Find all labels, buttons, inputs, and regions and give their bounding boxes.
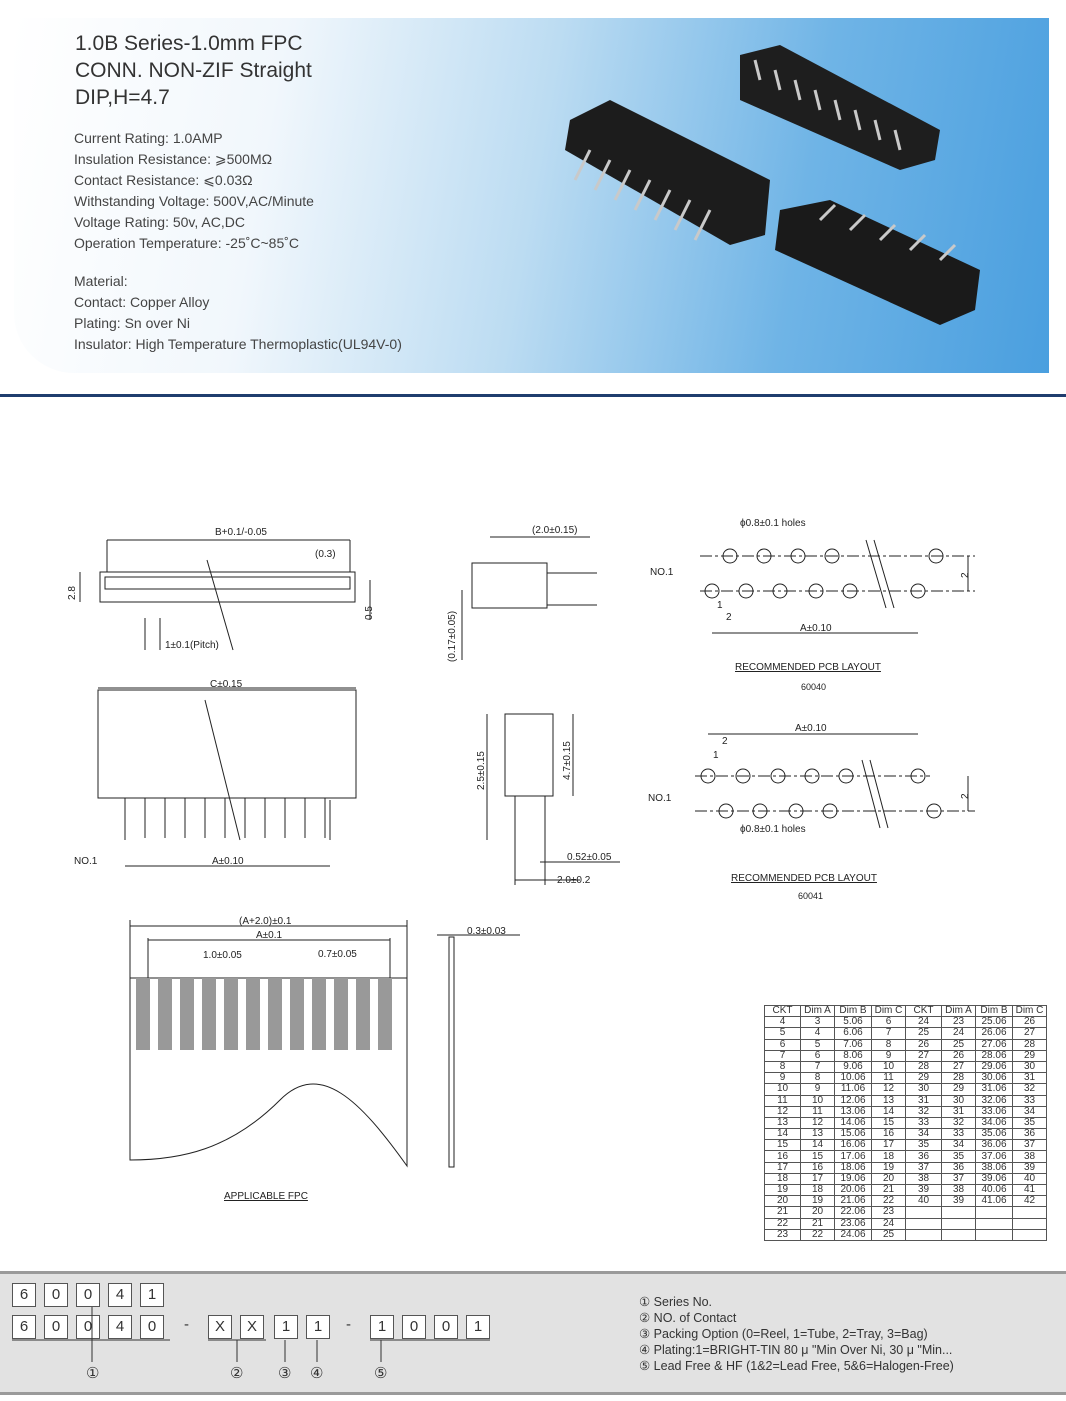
part-number-digit: X xyxy=(208,1315,232,1339)
table-cell: 24 xyxy=(872,1218,906,1229)
fpc-dim-0-3: 0.3±0.03 xyxy=(467,926,506,937)
table-cell: 20.06 xyxy=(835,1185,872,1196)
title-line: DIP,H=4.7 xyxy=(75,86,170,109)
table-cell: 23.06 xyxy=(835,1218,872,1229)
table-cell: 13 xyxy=(765,1117,801,1128)
material-item: Insulator: High Temperature Thermoplastic(UL94V-0) xyxy=(74,336,402,352)
table-cell: 11 xyxy=(872,1073,906,1084)
table-cell: 25 xyxy=(942,1039,976,1050)
table-cell: 37.06 xyxy=(976,1151,1013,1162)
part-number-digit: 0 xyxy=(76,1283,100,1307)
dim-a: A±0.10 xyxy=(212,856,244,867)
table-cell: 19 xyxy=(872,1162,906,1173)
table-cell: 21 xyxy=(801,1218,835,1229)
table-cell: 35 xyxy=(942,1151,976,1162)
spec-item: Operation Temperature: -25˚C~85˚C xyxy=(74,235,300,251)
table-row xyxy=(765,1151,1047,1162)
table-row xyxy=(765,1117,1047,1128)
legend-item: ② NO. of Contact xyxy=(639,1311,737,1325)
table-cell: 16 xyxy=(765,1151,801,1162)
table-cell: 34 xyxy=(906,1129,942,1140)
table-cell: 24 xyxy=(942,1028,976,1039)
part-number-digit: 1 xyxy=(140,1283,164,1307)
part-number-legend xyxy=(639,1294,954,1374)
pcb2-layout-code: 60041 xyxy=(798,891,824,901)
part-number-digit: 6 xyxy=(12,1283,36,1307)
table-cell: 38 xyxy=(942,1185,976,1196)
part-number-digit: 0 xyxy=(434,1315,458,1339)
table-cell: 39 xyxy=(906,1185,942,1196)
fpc-dim-0-7: 0.7±0.05 xyxy=(318,949,357,960)
no1-label: NO.1 xyxy=(74,856,98,867)
spec-item: Current Rating: 1.0AMP xyxy=(74,130,223,146)
table-cell: 11 xyxy=(765,1095,801,1106)
table-cell: 27 xyxy=(906,1050,942,1061)
table-cell: 13 xyxy=(872,1095,906,1106)
column-header: CKT xyxy=(765,1006,801,1017)
fpc-dim-a2: (A+2.0)±0.1 xyxy=(239,916,292,927)
table-cell: 24.06 xyxy=(835,1229,872,1240)
fpc-dim-a: A±0.1 xyxy=(256,930,283,941)
table-cell xyxy=(976,1229,1013,1240)
table-cell: 39 xyxy=(1013,1162,1047,1173)
table-cell: 9 xyxy=(872,1050,906,1061)
dim-0-5: 0.5 xyxy=(364,606,375,620)
table-row xyxy=(765,1028,1047,1039)
table-cell: 27 xyxy=(1013,1028,1047,1039)
table-header-row xyxy=(765,1006,1047,1017)
table-cell: 13 xyxy=(801,1129,835,1140)
table-cell: 18.06 xyxy=(835,1162,872,1173)
part-number-digit: 0 xyxy=(44,1283,68,1307)
table-cell: 16 xyxy=(872,1129,906,1140)
table-cell: 22.06 xyxy=(835,1207,872,1218)
table-cell: 18 xyxy=(801,1185,835,1196)
column-header: Dim A xyxy=(942,1006,976,1017)
table-cell: 7 xyxy=(765,1050,801,1061)
table-row xyxy=(765,1196,1047,1207)
marker-1: ① xyxy=(86,1365,100,1382)
table-cell: 17 xyxy=(765,1162,801,1173)
table-cell: 28 xyxy=(1013,1039,1047,1050)
table-cell: 36 xyxy=(942,1162,976,1173)
pcb2-dim-a: A±0.10 xyxy=(795,723,827,734)
table-cell: 16 xyxy=(801,1162,835,1173)
table-cell: 6 xyxy=(801,1050,835,1061)
table-cell: 19 xyxy=(801,1196,835,1207)
table-cell: 23 xyxy=(942,1017,976,1028)
table-cell xyxy=(976,1218,1013,1229)
table-cell: 9.06 xyxy=(835,1061,872,1072)
pins xyxy=(105,577,350,838)
table-cell: 32 xyxy=(1013,1084,1047,1095)
table-cell: 10 xyxy=(872,1061,906,1072)
pcb2-no1-label: NO.1 xyxy=(648,793,672,804)
part-number-digit: 0 xyxy=(76,1315,100,1339)
legend-item: ① Series No. xyxy=(639,1295,713,1309)
table-cell: 23 xyxy=(872,1207,906,1218)
part-number-digit: 1 xyxy=(274,1315,298,1339)
material-item: Contact: Copper Alloy xyxy=(74,294,210,310)
table-cell: 24 xyxy=(906,1017,942,1028)
table-cell: 26 xyxy=(906,1039,942,1050)
table-cell: 17 xyxy=(872,1140,906,1151)
table-cell: 36 xyxy=(1013,1129,1047,1140)
part-number-digit: 0 xyxy=(140,1315,164,1339)
table-cell: 33 xyxy=(906,1117,942,1128)
table-cell xyxy=(906,1229,942,1240)
part-number-separator: - xyxy=(346,1316,351,1333)
table-cell: 28 xyxy=(906,1061,942,1072)
table-cell: 14 xyxy=(765,1129,801,1140)
table-cell: 39 xyxy=(942,1196,976,1207)
part-number-digit: 1 xyxy=(370,1315,394,1339)
dim-c: C±0.15 xyxy=(210,679,243,690)
table-cell: 12 xyxy=(765,1106,801,1117)
part-number-digit: 4 xyxy=(108,1315,132,1339)
table-cell: 37 xyxy=(906,1162,942,1173)
legend-item: ⑤ Lead Free & HF (1&2=Lead Free, 5&6=Halogen-Free) xyxy=(639,1359,954,1373)
legend-item: ④ Plating:1=BRIGHT-TIN 80 μ "Min Over Ni, 30 μ "Min... xyxy=(639,1343,953,1357)
table-cell: 7.06 xyxy=(835,1039,872,1050)
table-cell: 17.06 xyxy=(835,1151,872,1162)
part-number-digit: 0 xyxy=(44,1315,68,1339)
table-cell: 13.06 xyxy=(835,1106,872,1117)
part-number-digit: 6 xyxy=(12,1315,36,1339)
table-cell: 15 xyxy=(872,1117,906,1128)
material-item: Plating: Sn over Ni xyxy=(74,315,190,331)
table-row xyxy=(765,1162,1047,1173)
table-cell: 35.06 xyxy=(976,1129,1013,1140)
pcb-dim-2-vertical: 2 xyxy=(960,572,971,578)
table-cell: 30 xyxy=(906,1084,942,1095)
table-cell: 32 xyxy=(906,1106,942,1117)
table-row xyxy=(765,1095,1047,1106)
table-cell: 25 xyxy=(906,1028,942,1039)
table-cell: 6 xyxy=(765,1039,801,1050)
table-cell: 33 xyxy=(1013,1095,1047,1106)
table-cell: 41 xyxy=(1013,1185,1047,1196)
table-cell: 34 xyxy=(1013,1106,1047,1117)
table-cell: 22 xyxy=(765,1218,801,1229)
table-cell: 18 xyxy=(765,1173,801,1184)
table-cell: 25.06 xyxy=(976,1017,1013,1028)
table-cell: 14 xyxy=(872,1106,906,1117)
table-cell: 21 xyxy=(765,1207,801,1218)
fpc-contacts xyxy=(136,978,392,1050)
table-cell: 8 xyxy=(765,1061,801,1072)
table-cell xyxy=(942,1218,976,1229)
table-cell: 29 xyxy=(906,1073,942,1084)
pcb-dim-1: 1 xyxy=(717,600,723,611)
connector-end-view xyxy=(505,714,553,796)
table-cell: 20 xyxy=(801,1207,835,1218)
table-cell xyxy=(906,1218,942,1229)
table-cell: 37 xyxy=(942,1173,976,1184)
fpc-thickness-view xyxy=(449,937,454,1167)
table-cell: 31 xyxy=(1013,1073,1047,1084)
table-cell: 40.06 xyxy=(976,1185,1013,1196)
table-cell: 30 xyxy=(1013,1061,1047,1072)
pcb2-dim-2-vertical: 2 xyxy=(960,793,971,799)
marker-3: ③ xyxy=(278,1365,292,1382)
table-cell xyxy=(906,1207,942,1218)
marker-4: ④ xyxy=(310,1365,324,1382)
table-cell: 17 xyxy=(801,1173,835,1184)
table-cell: 42 xyxy=(1013,1196,1047,1207)
table-cell: 23 xyxy=(765,1229,801,1240)
table-row xyxy=(765,1061,1047,1072)
table-cell xyxy=(1013,1207,1047,1218)
table-cell: 28 xyxy=(942,1073,976,1084)
table-cell: 12 xyxy=(872,1084,906,1095)
table-cell: 15 xyxy=(801,1151,835,1162)
table-cell: 41.06 xyxy=(976,1196,1013,1207)
column-header: Dim B xyxy=(835,1006,872,1017)
table-cell xyxy=(1013,1218,1047,1229)
table-cell: 32 xyxy=(942,1117,976,1128)
table-cell: 40 xyxy=(1013,1173,1047,1184)
dim-pitch: 1±0.1(Pitch) xyxy=(165,640,219,651)
table-cell: 8 xyxy=(801,1073,835,1084)
table-cell: 34 xyxy=(942,1140,976,1151)
pcb-layout-title: RECOMMENDED PCB LAYOUT xyxy=(735,662,881,673)
part-number-separator: - xyxy=(184,1316,189,1333)
table-cell: 28.06 xyxy=(976,1050,1013,1061)
table-row xyxy=(765,1106,1047,1117)
table-cell: 10 xyxy=(765,1084,801,1095)
table-cell: 33.06 xyxy=(976,1106,1013,1117)
table-cell: 38 xyxy=(906,1173,942,1184)
table-cell: 9 xyxy=(801,1084,835,1095)
table-cell: 30 xyxy=(942,1095,976,1106)
table-cell: 36.06 xyxy=(976,1140,1013,1151)
table-row xyxy=(765,1140,1047,1151)
table-cell: 21.06 xyxy=(835,1196,872,1207)
table-row xyxy=(765,1073,1047,1084)
table-cell: 36 xyxy=(906,1151,942,1162)
table-cell: 3 xyxy=(801,1017,835,1028)
column-header: CKT xyxy=(906,1006,942,1017)
table-row xyxy=(765,1039,1047,1050)
connector-side-view xyxy=(472,563,547,608)
table-cell: 8 xyxy=(872,1039,906,1050)
table-cell: 9 xyxy=(765,1073,801,1084)
table-cell: 29 xyxy=(942,1084,976,1095)
table-cell: 26.06 xyxy=(976,1028,1013,1039)
pcb2-holes-label: ϕ0.8±0.1 holes xyxy=(740,824,806,835)
dim-2-0: 2.0±0.2 xyxy=(557,875,591,886)
part-number-digit: X xyxy=(240,1315,264,1339)
table-row xyxy=(765,1207,1047,1218)
pcb2-dim-1: 1 xyxy=(713,750,719,761)
table-cell: 10 xyxy=(801,1095,835,1106)
pcb-layout-code: 60040 xyxy=(801,682,827,692)
table-cell: 11 xyxy=(801,1106,835,1117)
table-row xyxy=(765,1218,1047,1229)
pcb-dim-2: 2 xyxy=(726,612,732,623)
table-cell: 31 xyxy=(942,1106,976,1117)
column-header: Dim C xyxy=(1013,1006,1047,1017)
part-number-digit: 4 xyxy=(108,1283,132,1307)
table-row xyxy=(765,1050,1047,1061)
table-cell xyxy=(942,1207,976,1218)
table-cell: 6 xyxy=(872,1017,906,1028)
dim-2-5: 2.5±0.15 xyxy=(476,751,487,790)
table-cell: 20 xyxy=(765,1196,801,1207)
table-cell: 4 xyxy=(801,1028,835,1039)
table-cell: 22 xyxy=(872,1196,906,1207)
table-cell xyxy=(1013,1229,1047,1240)
table-cell: 29.06 xyxy=(976,1061,1013,1072)
title-line: 1.0B Series-1.0mm FPC xyxy=(75,32,303,55)
table-cell: 14.06 xyxy=(835,1117,872,1128)
spec-item: Contact Resistance: ⩽0.03Ω xyxy=(74,172,253,188)
table-cell: 15 xyxy=(765,1140,801,1151)
spec-item: Withstanding Voltage: 500V,AC/Minute xyxy=(74,193,314,209)
table-cell: 29 xyxy=(1013,1050,1047,1061)
table-cell: 40 xyxy=(906,1196,942,1207)
pcb-dim-a: A±0.10 xyxy=(800,623,832,634)
table-cell: 33 xyxy=(942,1129,976,1140)
marker-2: ② xyxy=(230,1365,244,1382)
table-cell: 20 xyxy=(872,1173,906,1184)
part-number-digit: 1 xyxy=(306,1315,330,1339)
table-cell: 31.06 xyxy=(976,1084,1013,1095)
marker-5: ⑤ xyxy=(374,1365,388,1382)
fpc-title: APPLICABLE FPC xyxy=(224,1191,308,1202)
table-cell xyxy=(976,1207,1013,1218)
table-cell: 34.06 xyxy=(976,1117,1013,1128)
table-cell: 38 xyxy=(1013,1151,1047,1162)
table-cell: 35 xyxy=(906,1140,942,1151)
table-row xyxy=(765,1017,1047,1028)
table-row xyxy=(765,1185,1047,1196)
table-cell: 4 xyxy=(765,1017,801,1028)
column-header: Dim B xyxy=(976,1006,1013,1017)
table-cell: 15.06 xyxy=(835,1129,872,1140)
table-cell: 12 xyxy=(801,1117,835,1128)
table-cell: 5 xyxy=(765,1028,801,1039)
table-cell: 27 xyxy=(942,1061,976,1072)
table-cell: 21 xyxy=(872,1185,906,1196)
table-row xyxy=(765,1129,1047,1140)
table-cell: 12.06 xyxy=(835,1095,872,1106)
table-cell: 18 xyxy=(872,1151,906,1162)
connector-front-view xyxy=(98,690,356,798)
table-cell xyxy=(942,1229,976,1240)
table-cell: 30.06 xyxy=(976,1073,1013,1084)
table-cell: 7 xyxy=(801,1061,835,1072)
legend-item: ③ Packing Option (0=Reel, 1=Tube, 2=Tray, 3=Bag) xyxy=(639,1327,928,1341)
table-row xyxy=(765,1173,1047,1184)
pcb-no1-label: NO.1 xyxy=(650,567,674,578)
dim-2-8: 2.8 xyxy=(67,586,78,600)
table-cell: 6.06 xyxy=(835,1028,872,1039)
holes-label: ϕ0.8±0.1 holes xyxy=(740,518,806,529)
spec-item: Insulation Resistance: ⩾500MΩ xyxy=(74,151,273,167)
table-cell: 5 xyxy=(801,1039,835,1050)
table-cell: 39.06 xyxy=(976,1173,1013,1184)
table-cell: 32.06 xyxy=(976,1095,1013,1106)
pcb2-dim-2: 2 xyxy=(722,736,728,747)
table-cell: 8.06 xyxy=(835,1050,872,1061)
table-cell: 22 xyxy=(801,1229,835,1240)
title-line: CONN. NON-ZIF Straight xyxy=(75,59,312,82)
table-cell: 35 xyxy=(1013,1117,1047,1128)
dim-0-52: 0.52±0.05 xyxy=(567,852,612,863)
dimension-table xyxy=(764,1005,1047,1241)
table-cell: 19.06 xyxy=(835,1173,872,1184)
table-cell: 27.06 xyxy=(976,1039,1013,1050)
table-cell: 31 xyxy=(906,1095,942,1106)
part-number-digit: 0 xyxy=(402,1315,426,1339)
table-cell: 19 xyxy=(765,1185,801,1196)
column-header: Dim A xyxy=(801,1006,835,1017)
table-cell: 16.06 xyxy=(835,1140,872,1151)
dim-4-7: 4.7±0.15 xyxy=(562,741,573,780)
table-cell: 10.06 xyxy=(835,1073,872,1084)
table-row xyxy=(765,1084,1047,1095)
table-cell: 7 xyxy=(872,1028,906,1039)
table-cell: 38.06 xyxy=(976,1162,1013,1173)
table-cell: 25 xyxy=(872,1229,906,1240)
table-row xyxy=(765,1229,1047,1240)
table-cell: 37 xyxy=(1013,1140,1047,1151)
table-cell: 26 xyxy=(1013,1017,1047,1028)
dim-side-top: (2.0±0.15) xyxy=(532,525,578,536)
column-header: Dim C xyxy=(872,1006,906,1017)
spec-item: Voltage Rating: 50v, AC,DC xyxy=(74,214,245,230)
fpc-dim-1-0: 1.0±0.05 xyxy=(203,950,242,961)
table-cell: 26 xyxy=(942,1050,976,1061)
pcb2-layout-title: RECOMMENDED PCB LAYOUT xyxy=(731,873,877,884)
table-cell: 5.06 xyxy=(835,1017,872,1028)
table-cell: 11.06 xyxy=(835,1084,872,1095)
dim-0-17: (0.17±0.05) xyxy=(447,610,458,662)
table-cell: 14 xyxy=(801,1140,835,1151)
part-number-digit: 1 xyxy=(466,1315,490,1339)
part-number-leaders xyxy=(0,1300,520,1370)
dim-b: B+0.1/-0.05 xyxy=(215,527,267,538)
material-item: Material: xyxy=(74,273,128,289)
dim-0-3: (0.3) xyxy=(315,549,336,560)
